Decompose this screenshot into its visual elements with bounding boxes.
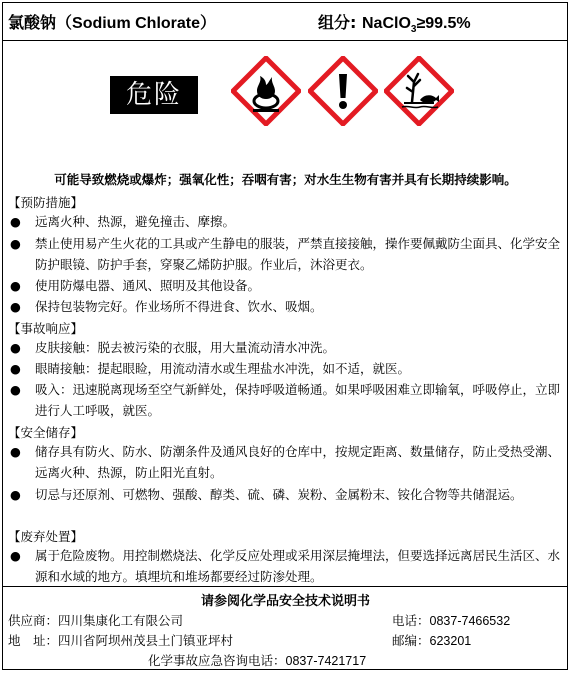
hazard-statement: 可能导致燃烧或爆炸；强氧化性；吞咽有害；对水生生物有害并具有长期持续影响。 (54, 172, 517, 187)
postcode (392, 631, 471, 649)
phone-label: 电话： (392, 613, 430, 628)
section-title-storage: 【安全储存】 (8, 425, 84, 440)
list-item: ● 吸入：迅速脱离现场至空气新鲜处，保持呼吸道畅通。如果呼吸困难立即输氧，呼吸停止，立即进行人工呼吸，就医。 (8, 379, 564, 421)
address (8, 631, 233, 649)
list-item: ● 保持包装物完好。作业场所不得进食、饮水、吸烟。 (8, 296, 564, 317)
composition-value: ≥99.5% (416, 15, 471, 32)
composition-formula: NaClO (361, 15, 411, 32)
section-title-disposal: 【废弃处置】 (8, 529, 84, 544)
address-label: 地 址： (8, 633, 59, 648)
product-name (8, 10, 216, 33)
bullet: ● (10, 340, 21, 355)
bullet: ● (10, 548, 21, 563)
bullet: ● (10, 278, 21, 293)
supplier (8, 611, 183, 629)
list-item: ● 使用防爆电器、通风、照明及其他设备。 (8, 275, 564, 296)
environment-hazard-icon (384, 56, 454, 126)
postcode-label: 邮编： (392, 633, 430, 648)
list-item: ● 眼睛接触：提起眼睑，用流动清水或生理盐水冲洗，如不适，就医。 (8, 358, 564, 379)
phone-number: 0837-7466532 (429, 614, 511, 628)
composition-subscript: 3 (410, 24, 417, 36)
bullet: ● (10, 382, 21, 397)
bullet: ● (10, 236, 21, 251)
flame-over-circle-icon (231, 56, 301, 126)
list-item: ● 属于危险废物。用控制燃烧法、化学反应处理或采用深层掩埋法，但要选择远离居民生活区、水源和水域的地方。填埋坑和堆场都要经过防渗处理。 (8, 545, 564, 587)
emergency-label: 化学事故应急咨询电话： (148, 653, 286, 668)
section-title-prevention: 【预防措施】 (8, 195, 84, 210)
list-item: ● 储存具有防火、防水、防潮条件及通风良好的仓库中，按规定距离、数量储存，防止受热受潮、远离火种、热源，防止阳光直射。 (8, 441, 564, 483)
emergency-phone (148, 651, 366, 669)
composition (318, 10, 471, 35)
address-value: 四川省阿坝州茂县土门镇亚坪村 (58, 633, 234, 648)
product-name-cn: 氯酸钠 (8, 13, 57, 32)
supplier-label: 供应商： (8, 613, 59, 628)
emergency-number: 0837-7421717 (285, 654, 367, 668)
exclamation-mark-icon (308, 56, 378, 126)
sds-notice: 请参阅化学品安全技术说明书 (200, 594, 370, 609)
list-item: ● 远离火种、热源，避免撞击、摩擦。 (8, 211, 564, 232)
list-item: ● 切忌与还原剂、可燃物、强酸、醇类、硫、磷、炭粉、金属粉末、铵化合物等共储混运。 (8, 484, 564, 505)
list-item: ● 皮肤接触：脱去被污染的衣服，用大量流动清水冲洗。 (8, 337, 564, 358)
list-item: ● 禁止使用易产生火花的工具或产生静电的服装，严禁直接接触，操作要佩戴防尘面具、化学安全防护眼镜、防护手套，穿聚乙烯防护服。作业后，沐浴更衣。 (8, 233, 564, 275)
postcode-value: 623201 (429, 634, 472, 648)
bullet: ● (10, 361, 21, 376)
bullet: ● (10, 444, 21, 459)
bullet: ● (10, 299, 21, 314)
supplier-name: 四川集康化工有限公司 (58, 613, 184, 628)
signal-word: 危险 (110, 76, 198, 114)
divider-header (2, 40, 568, 41)
phone (392, 611, 510, 629)
bullet: ● (10, 487, 21, 502)
composition-label: 组分: (318, 13, 362, 32)
section-title-response: 【事故响应】 (8, 321, 84, 336)
bullet: ● (10, 214, 21, 229)
product-name-en: （Sodium Chlorate） (56, 15, 217, 32)
